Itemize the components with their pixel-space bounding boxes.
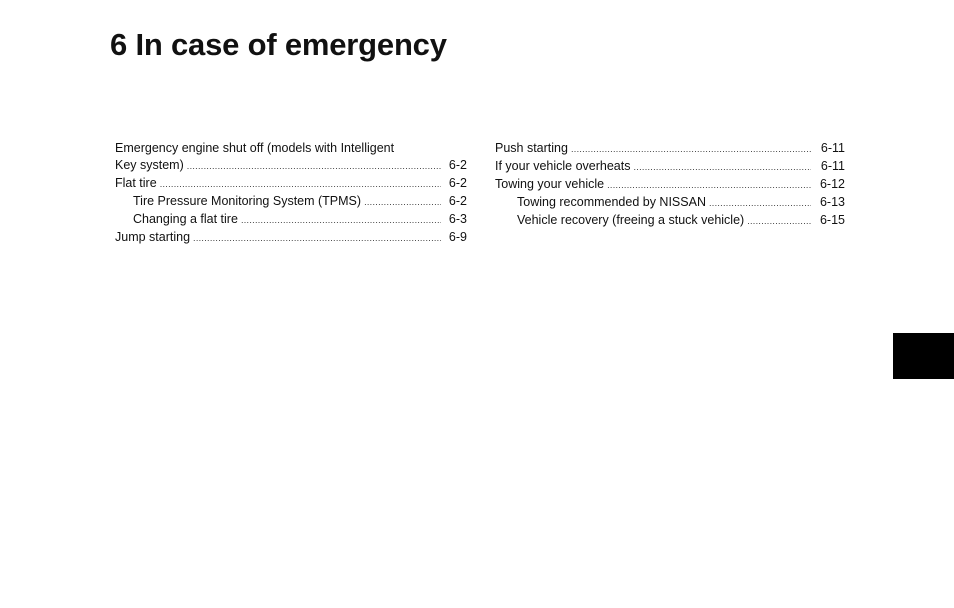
toc-left-column (115, 140, 467, 247)
toc-entry-label: Key system) (115, 158, 184, 172)
toc-entry-emergency-engine-shut-off[interactable] (115, 157, 467, 175)
toc-entry-label: Flat tire (115, 176, 157, 190)
toc-entry-label: Push starting (495, 141, 568, 155)
toc-entry-label: Jump starting (115, 230, 191, 244)
toc-page-number: 6-9 (448, 230, 467, 244)
toc-entry-flat-tire[interactable] (115, 175, 467, 193)
toc-page-number: 6-11 (820, 141, 845, 155)
toc-leader-dots (571, 141, 811, 158)
toc-leader-dots (747, 213, 811, 230)
toc-entry-label: Towing your vehicle (495, 177, 605, 191)
toc-leader-dots (607, 177, 811, 194)
toc-leader-dots (160, 176, 441, 193)
toc-leader-dots (241, 212, 441, 229)
toc-page-number: 6-3 (448, 212, 467, 226)
toc-entry-vehicle-overheats[interactable] (495, 158, 845, 176)
toc-entry-towing-vehicle[interactable] (495, 176, 845, 194)
toc-entry-jump-starting[interactable] (115, 229, 467, 247)
toc-right-column (495, 140, 845, 230)
toc-leader-dots (187, 158, 441, 175)
toc-entry-label: If your vehicle overheats (495, 159, 631, 173)
chapter-thumb-tab (893, 333, 954, 379)
toc-leader-dots (364, 194, 441, 211)
toc-leader-dots (709, 195, 811, 212)
toc-page-number: 6-13 (819, 195, 845, 209)
toc-page-number: 6-2 (448, 158, 467, 172)
toc-entry-push-starting[interactable] (495, 140, 845, 158)
toc-entry-label: Tire Pressure Monitoring System (TPMS) (133, 194, 362, 208)
toc-page-number: 6-15 (819, 213, 845, 227)
toc-leader-dots (634, 159, 812, 176)
toc-entry-line: Emergency engine shut off (models with Intelligent (115, 141, 395, 155)
toc-page-number: 6-2 (448, 194, 467, 208)
toc-entry-changing-flat-tire[interactable] (115, 211, 467, 229)
toc-leader-dots (193, 230, 441, 247)
toc-page-number: 6-11 (820, 159, 845, 173)
toc-entry-tpms[interactable] (115, 193, 467, 211)
toc-entry-label: Towing recommended by NISSAN (517, 195, 706, 209)
toc-entry-label: Changing a flat tire (133, 212, 238, 226)
toc-entry-label: Vehicle recovery (freeing a stuck vehicle) (517, 213, 745, 227)
toc-entry-towing-recommended[interactable] (495, 194, 845, 212)
toc-entry-vehicle-recovery[interactable] (495, 212, 845, 230)
chapter-title: 6 In case of emergency (110, 27, 447, 62)
toc-page-number: 6-12 (819, 177, 845, 191)
toc-page-number: 6-2 (448, 176, 467, 190)
